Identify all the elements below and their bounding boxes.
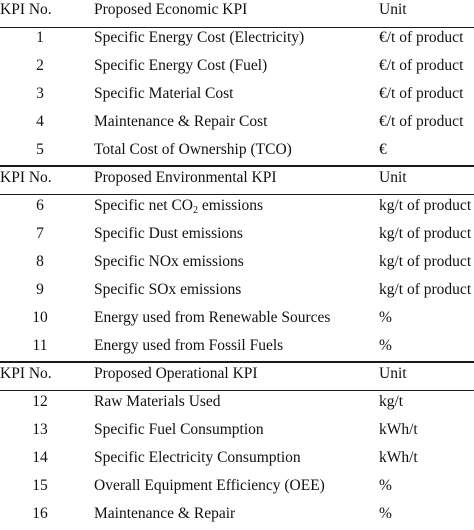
header-kpi-name: Proposed Environmental KPI bbox=[94, 169, 277, 186]
rule-section-break-2 bbox=[0, 361, 474, 363]
kpi-number: 10 bbox=[32, 309, 48, 326]
header-unit: Unit bbox=[379, 169, 407, 186]
kpi-name: Energy used from Renewable Sources bbox=[94, 309, 331, 326]
table-row bbox=[0, 306, 474, 334]
kpi-name: Specific Energy Cost (Fuel) bbox=[94, 57, 268, 74]
table-row bbox=[0, 502, 474, 530]
kpi-unit: €/t of product bbox=[379, 85, 464, 102]
kpi-name: Specific Dust emissions bbox=[94, 225, 243, 242]
rule-header-economic bbox=[0, 27, 474, 28]
kpi-name: Specific NOx emissions bbox=[94, 253, 244, 270]
table-row bbox=[0, 54, 474, 82]
kpi-name: Specific SOx emissions bbox=[94, 281, 242, 298]
table-row bbox=[0, 334, 474, 362]
table-row bbox=[0, 418, 474, 446]
kpi-number: 5 bbox=[36, 141, 44, 158]
table-row bbox=[0, 250, 474, 278]
kpi-unit: % bbox=[379, 309, 392, 326]
rule-header-operational bbox=[0, 390, 474, 391]
subscript-2: 2 bbox=[193, 205, 199, 216]
rule-section-break-1 bbox=[0, 165, 474, 167]
rule-header-environmental bbox=[0, 194, 474, 195]
header-row-environmental bbox=[0, 166, 474, 194]
kpi-name: Energy used from Fossil Fuels bbox=[94, 337, 284, 354]
kpi-unit: kg/t of product bbox=[379, 253, 472, 270]
kpi-number: 1 bbox=[36, 29, 44, 46]
table-row bbox=[0, 138, 474, 166]
header-kpi-no: KPI No. bbox=[0, 1, 52, 18]
kpi-number: 11 bbox=[32, 337, 48, 354]
kpi-number: 4 bbox=[36, 113, 44, 130]
kpi-unit: kWh/t bbox=[379, 421, 418, 438]
kpi-unit: €/t of product bbox=[379, 29, 464, 46]
kpi-name: Total Cost of Ownership (TCO) bbox=[94, 141, 292, 158]
header-kpi-name: Proposed Economic KPI bbox=[94, 1, 248, 18]
table-row bbox=[0, 474, 474, 502]
kpi-name: Specific Energy Cost (Electricity) bbox=[94, 29, 305, 46]
table-row bbox=[0, 222, 474, 250]
kpi-name: Specific Electricity Consumption bbox=[94, 449, 301, 466]
kpi-name-part: emissions bbox=[198, 197, 264, 214]
header-row-economic bbox=[0, 0, 474, 26]
header-kpi-no: KPI No. bbox=[0, 169, 52, 186]
table-row bbox=[0, 82, 474, 110]
kpi-name: Raw Materials Used bbox=[94, 393, 221, 410]
kpi-unit: kg/t of product bbox=[379, 281, 472, 298]
header-kpi-no: KPI No. bbox=[0, 365, 52, 382]
kpi-unit: % bbox=[379, 337, 392, 354]
kpi-name: Specific Fuel Consumption bbox=[94, 421, 264, 438]
kpi-number: 7 bbox=[36, 225, 44, 242]
kpi-name bbox=[94, 194, 263, 222]
kpi-unit: kg/t bbox=[379, 393, 404, 410]
kpi-name: Overall Equipment Efficiency (OEE) bbox=[94, 477, 325, 494]
kpi-unit: kg/t of product bbox=[379, 197, 472, 214]
kpi-number: 3 bbox=[36, 85, 44, 102]
kpi-name: Maintenance & Repair bbox=[94, 505, 236, 522]
kpi-name-part: Specific net CO bbox=[94, 197, 194, 214]
header-row-operational bbox=[0, 362, 474, 390]
table-row bbox=[0, 110, 474, 138]
kpi-number: 6 bbox=[36, 197, 44, 214]
kpi-unit: €/t of product bbox=[379, 113, 464, 130]
kpi-number: 14 bbox=[32, 449, 48, 466]
kpi-unit: kWh/t bbox=[379, 449, 418, 466]
kpi-unit: % bbox=[379, 477, 392, 494]
kpi-unit: € bbox=[379, 141, 387, 158]
kpi-unit: €/t of product bbox=[379, 57, 464, 74]
table-row bbox=[0, 390, 474, 418]
table-row bbox=[0, 446, 474, 474]
header-unit: Unit bbox=[379, 1, 407, 18]
kpi-number: 16 bbox=[32, 505, 48, 522]
table-row bbox=[0, 194, 474, 222]
kpi-number: 13 bbox=[32, 421, 48, 438]
table-row bbox=[0, 278, 474, 306]
kpi-name: Specific Material Cost bbox=[94, 85, 234, 102]
kpi-number: 2 bbox=[36, 57, 44, 74]
kpi-unit: % bbox=[379, 505, 392, 522]
kpi-number: 15 bbox=[32, 477, 48, 494]
kpi-name: Maintenance & Repair Cost bbox=[94, 113, 268, 130]
header-kpi-name: Proposed Operational KPI bbox=[94, 365, 258, 382]
kpi-number: 8 bbox=[36, 253, 44, 270]
table-row bbox=[0, 26, 474, 54]
header-unit: Unit bbox=[379, 365, 407, 382]
kpi-number: 9 bbox=[36, 281, 44, 298]
kpi-unit: kg/t of product bbox=[379, 225, 472, 242]
kpi-number: 12 bbox=[32, 393, 48, 410]
